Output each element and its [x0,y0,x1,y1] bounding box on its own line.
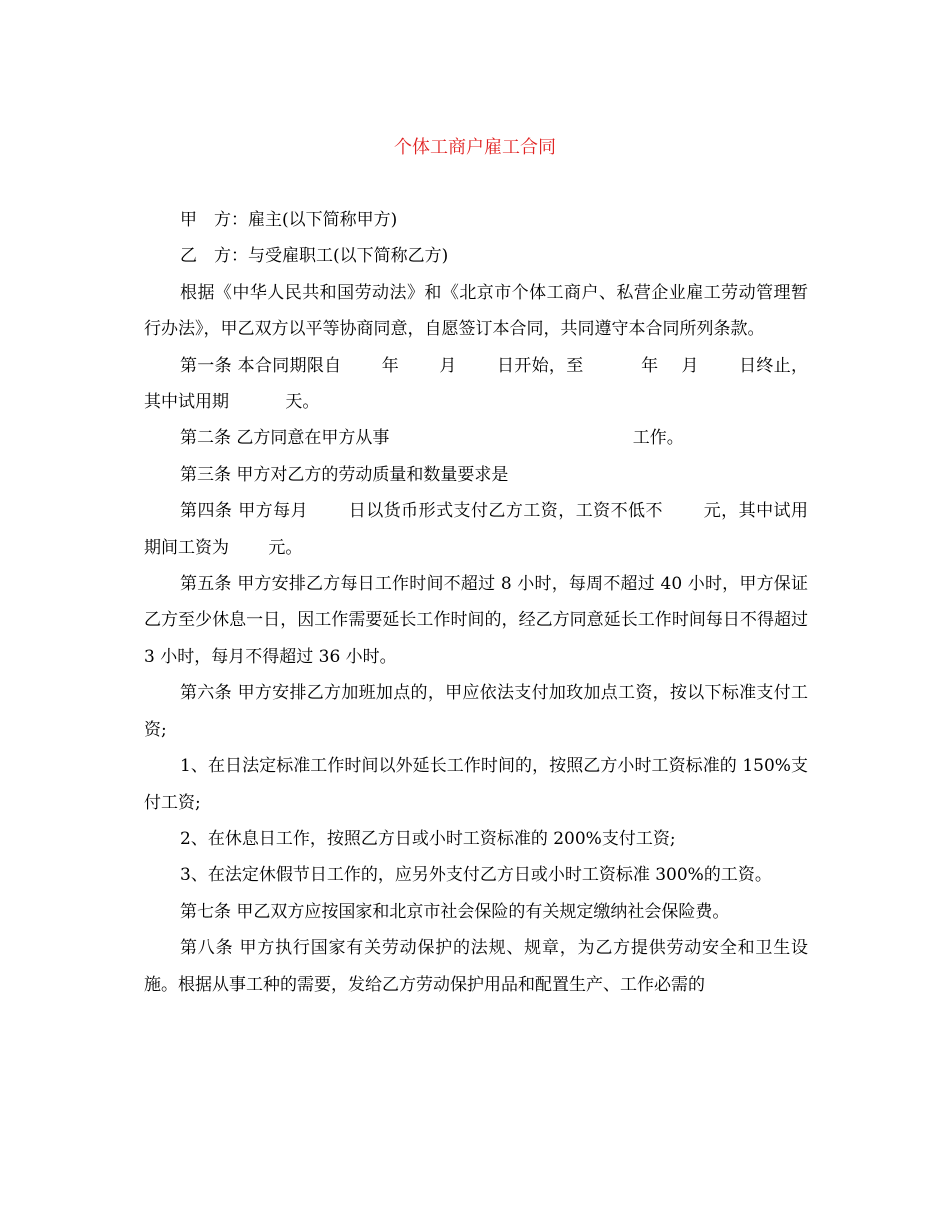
article-6-paragraph: 第六条 甲方安排乙方加班加点的，甲应依法支付加玫加点工资，按以下标准支付工资; [144,683,808,740]
article-1-paragraph: 第一条 本合同期限自 年 月 日开始，至 年 月 日终止，其中试用期 天。 [144,355,808,413]
article-7-paragraph: 第七条 甲乙双方应按国家和北京市社会保险的有关规定缴纳社会保险费。 [180,901,730,922]
document-title: 个体工商户雇工合同 [394,137,556,158]
article-6-item-2: 2、在休息日工作，按照乙方日或小时工资标准的 200%支付工资; [180,828,676,849]
article-3-paragraph: 第三条 甲方对乙方的劳动质量和数量要求是 [180,464,509,485]
article-8-paragraph: 第八条 甲方执行国家有关劳动保护的法规、规章，为乙方提供劳动安全和卫生设施。根据从事工种的需要，发给乙方劳动保护用品和配置生产、工作必需的 [144,938,808,995]
article-6-item-1: 1、在日法定标准工作时间以外延长工作时间的，按照乙方小时工资标准的 150%支付工资; [144,756,808,813]
article-2-paragraph: 第二条 乙方同意在甲方从事 工作。 [180,428,684,449]
document-body [144,202,808,1003]
party-b-line: 乙 方：与受雇职工(以下简称乙方) [180,246,449,267]
article-5-paragraph: 第五条 甲方安排乙方每日工作时间不超过 8 小时，每周不超过 40 小时，甲方保证乙方至少休息一日，因工作需要延长工作时间的，经乙方同意延长工作时间每日不得超过 3 小时，每月不得超过 36 小时。 [144,574,808,667]
article-6-item-3: 3、在法定休假节日工作的，应另外支付乙方日或小时工资标准 300%的工资。 [180,865,772,886]
party-a-line: 甲 方：雇主(以下简称甲方) [180,210,398,230]
preamble-paragraph: 根据《中华人民共和国劳动法》和《北京市个体工商户、私营企业雇工劳动管理暂行办法》，甲乙双方以平等协商同意，自愿签订本合同，共同遵守本合同所列条款。 [144,282,808,340]
article-4-paragraph: 第四条 甲方每月 日以货币形式支付乙方工资，工资不低不 元，其中试用期间工资为 元。 [144,501,808,558]
